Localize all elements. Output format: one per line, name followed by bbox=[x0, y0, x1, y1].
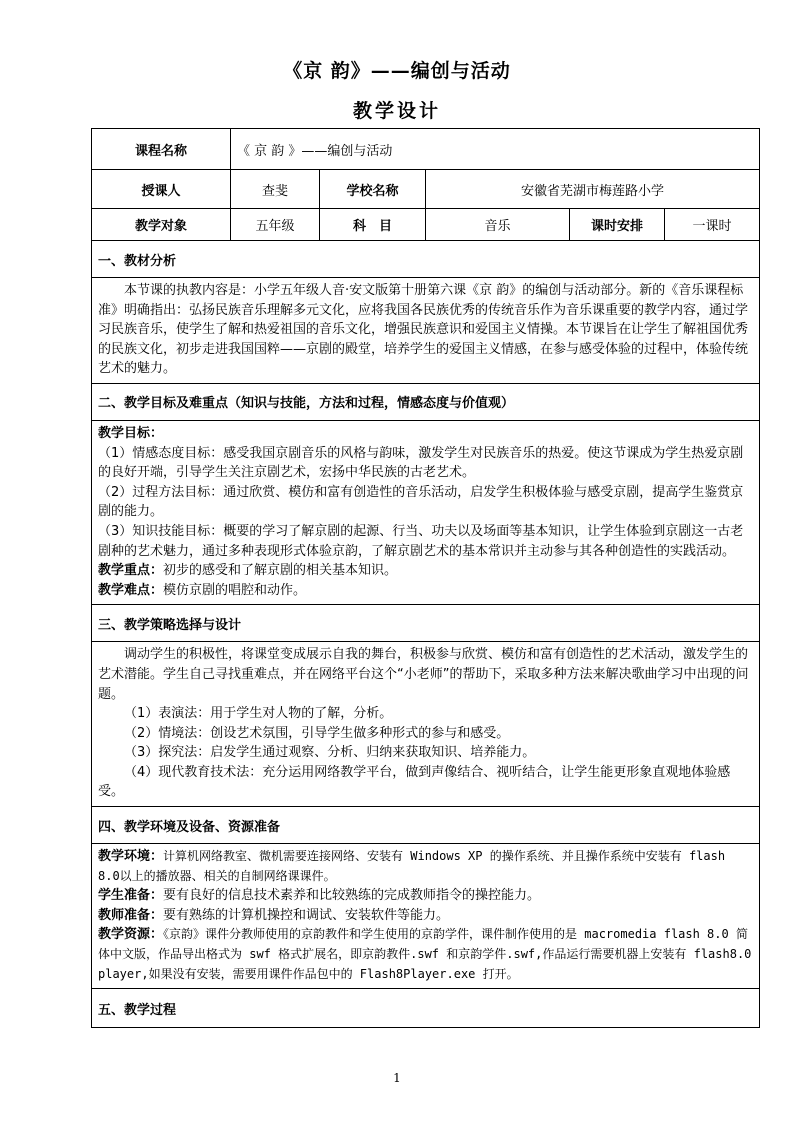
section-1-header bbox=[92, 241, 760, 278]
document-title: 《京 韵》——编创与活动 bbox=[283, 60, 511, 82]
section-5-title: 五、教学过程 bbox=[92, 989, 760, 1028]
key-point-text: 初步的感受和了解京剧的相关基本知识。 bbox=[163, 563, 398, 579]
school-label: 学校名称 bbox=[320, 170, 426, 209]
student-prep-text: 要有良好的信息技术素养和比较熟练的完成教师指令的操控能力。 bbox=[163, 888, 541, 904]
key-point-label: 教学重点： bbox=[98, 563, 164, 579]
section-2-title: 二、教学目标及难重点（知识与技能，方法和过程，情感态度与价值观） bbox=[92, 383, 760, 420]
student-prep-label: 学生准备： bbox=[98, 888, 164, 904]
method-3: （3）探究法：启发学生通过观察、分析、归纳来获取知识、培养能力。 bbox=[124, 745, 536, 761]
teacher-value: 查斐 bbox=[231, 170, 320, 209]
lesson-plan-table bbox=[91, 128, 760, 1028]
target-label: 教学对象 bbox=[92, 209, 231, 241]
section-1-title: 一、教材分析 bbox=[92, 241, 760, 278]
section-3-header bbox=[92, 605, 760, 642]
course-value: 《 京 韵 》——编创与活动 bbox=[231, 129, 760, 170]
target-row bbox=[92, 209, 760, 241]
section-1-content bbox=[92, 278, 760, 384]
teacher-prep-text: 要有熟练的计算机操控和调试、安装软件等能力。 bbox=[163, 907, 450, 923]
section-2-header bbox=[92, 383, 760, 420]
resources-label: 教学资源： bbox=[98, 927, 164, 943]
schedule-label: 课时安排 bbox=[570, 209, 665, 241]
section-4-header bbox=[92, 807, 760, 844]
section-4-title: 四、教学环境及设备、资源准备 bbox=[92, 807, 760, 844]
difficulty-text: 模仿京剧的唱腔和动作。 bbox=[163, 582, 307, 598]
subject-label: 科 目 bbox=[320, 209, 426, 241]
section-5-header bbox=[92, 989, 760, 1028]
goal-1: （1）情感态度目标：感受我国京剧音乐的风格与韵味，激发学生对民族音乐的热爱。使这节课成为学生热爱京剧的良好开端，引导学生关注京剧艺术，宏扬中华民族的古老艺术。 bbox=[98, 445, 744, 481]
teacher-row bbox=[92, 170, 760, 209]
section-2-content bbox=[92, 420, 760, 604]
target-value: 五年级 bbox=[231, 209, 320, 241]
page-number: 1 bbox=[393, 1071, 401, 1085]
method-2: （2）情境法：创设艺术氛围，引导学生做多种形式的参与和感受。 bbox=[124, 725, 510, 741]
strategy-intro: 调动学生的积极性，将课堂变成展示自我的舞台，积极参与欣赏、模仿和富有创造性的艺术活动，激发学生的艺术潜能。学生自己寻找重难点，并在网络平台这个“小老师”的帮助下，采取多种方法来解决歌曲学习中出现的问题。 bbox=[98, 647, 749, 702]
teacher-prep-label: 教师准备： bbox=[98, 907, 164, 923]
course-label: 课程名称 bbox=[92, 129, 231, 170]
section-4-content bbox=[92, 844, 760, 989]
document-subtitle: 教学设计 bbox=[352, 100, 441, 122]
environment-text: 计算机网络教室、微机需要连接网络、安装有 Windows XP 的操作系统、并且操作系统中安装有 flash 8.0以上的播放器、相关的自制网络课课件。 bbox=[98, 849, 726, 883]
goal-label: 教学目标： bbox=[98, 425, 164, 441]
teacher-label: 授课人 bbox=[92, 170, 231, 209]
subject-value: 音乐 bbox=[426, 209, 570, 241]
method-1: （1）表演法：用于学生对人物的了解，分析。 bbox=[124, 706, 393, 722]
goal-3: （3）知识技能目标：概要的学习了解京剧的起源、行当、功夫以及场面等基本知识，让学生体验到京剧这一古老剧种的艺术魅力，通过多种表现形式体验京韵，了解京剧艺术的基本常识并主动参与其各种创造性的实践活动。 bbox=[98, 523, 744, 559]
environment-label: 教学环境： bbox=[98, 849, 164, 865]
goal-2: （2）过程方法目标：通过欣赏、模仿和富有创造性的音乐活动，启发学生积极体验与感受京剧，提高学生鉴赏京剧的能力。 bbox=[98, 484, 744, 520]
section-1-body: 本节课的执教内容是：小学五年级人音·安文版第十册第六课《京 韵》的编创与活动部分。新的《音乐课程标准》明确指出：弘扬民族音乐理解多元文化，应将我国各民族优秀的传统音乐作为音乐课重要的教学内容，通过学习民族音乐，使学生了解和热爱祖国的音乐文化，增强民族意识和爱国主义情操。本节课旨在让学生了解祖国优秀的民族文化，初步走进我国国粹——京剧的殿堂，培养学生的爱国主义情感，在参与感受体验的过程中，体验传统艺术的魅力。 bbox=[98, 283, 749, 377]
course-row bbox=[92, 129, 760, 170]
difficulty-label: 教学难点： bbox=[98, 582, 164, 598]
section-3-content bbox=[92, 642, 760, 807]
schedule-value: 一课时 bbox=[665, 209, 760, 241]
method-4: （4）现代教育技术法：充分运用网络教学平台，做到声像结合、视听结合，让学生能更形象直观地体验感受。 bbox=[98, 764, 731, 800]
resources-text: 《京韵》课件分教师使用的京韵教件和学生使用的京韵学件，课件制作使用的是 macromedia flash 8.0 简体中文版，作品导出格式为 swf 格式扩展名，即京韵教件.swf 和京韵学件.swf,作品运行需要机器上安装有 flash8.0 player,如果没有安装，需要用课件作品包中的 Flash8Player.exe 打开。 bbox=[98, 927, 752, 981]
school-value: 安徽省芜湖市梅莲路小学 bbox=[426, 170, 760, 209]
section-3-title: 三、教学策略选择与设计 bbox=[92, 605, 760, 642]
